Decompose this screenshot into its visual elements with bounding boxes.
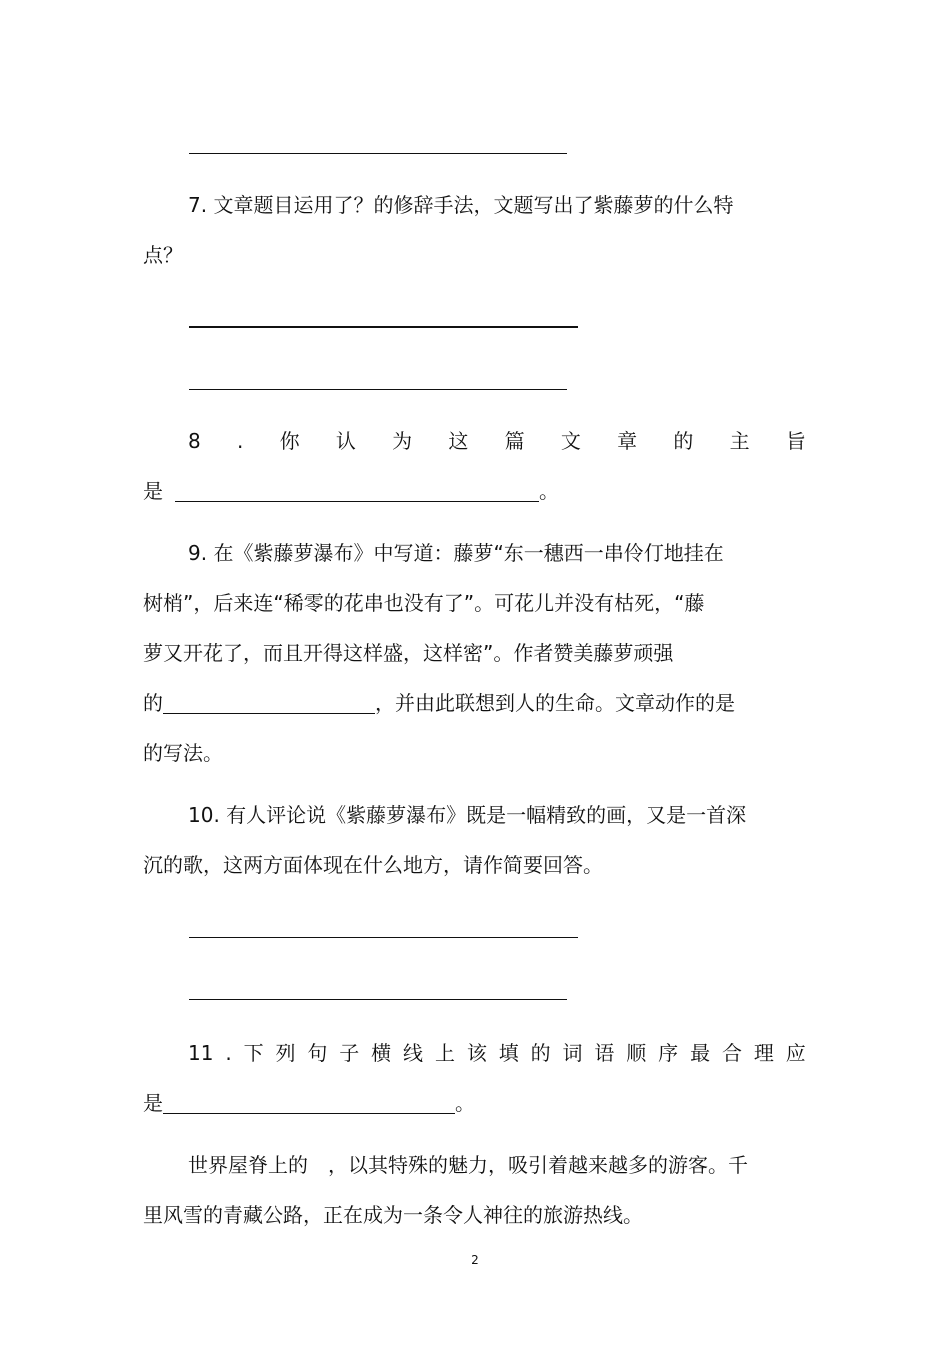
question-7-line-2: 点？ <box>143 243 183 267</box>
q11-char: 横 <box>371 1041 392 1065</box>
passage-line-2: 里风雪的青藏公路，正在成为一条令人神往的旅游热线。 <box>143 1203 643 1227</box>
q9-suffix: ，并由此联想到人的生命。文章动作的是 <box>375 691 735 715</box>
q11-char: 填 <box>498 1041 519 1065</box>
q8-char: 你 <box>279 429 300 453</box>
q8-char: 的 <box>673 429 694 453</box>
q11-char: 子 <box>339 1041 360 1065</box>
q8-prefix: 是 <box>143 479 163 503</box>
q8-char: 篇 <box>504 429 525 453</box>
q11-char: 序 <box>658 1041 679 1065</box>
answer-blank[interactable] <box>175 481 539 502</box>
q11-char: 语 <box>594 1041 615 1065</box>
q8-char: . <box>236 429 244 453</box>
question-9-line-5: 的写法。 <box>143 741 223 765</box>
question-9-line-4 <box>143 690 735 716</box>
question-10-line-2: 沉的歌，这两方面体现在什么地方，请作简要回答。 <box>143 853 603 877</box>
q11-char: 词 <box>562 1041 583 1065</box>
q8-char: 这 <box>448 429 469 453</box>
answer-line <box>189 937 578 938</box>
q11-char: 列 <box>275 1041 296 1065</box>
q8-suffix: 。 <box>539 479 559 503</box>
q9-prefix: 的 <box>143 691 163 715</box>
question-9-line-2: 树梢”，后来连“稀零的花串也没有了”。可花儿并没有枯死，“藤 <box>143 591 705 615</box>
question-7-line-1: 7. 文章题目运用了？的修辞手法，文题写出了紫藤萝的什么特 <box>188 193 734 217</box>
q8-char: 主 <box>729 429 750 453</box>
answer-line <box>189 389 567 390</box>
q11-suffix: 。 <box>455 1091 475 1115</box>
q8-char: 为 <box>392 429 413 453</box>
answer-blank[interactable] <box>163 1093 455 1114</box>
q8-char: 文 <box>560 429 581 453</box>
question-10-line-1: 10. 有人评论说《紫藤萝瀑布》既是一幅精致的画，又是一首深 <box>188 803 747 827</box>
q11-char: 合 <box>721 1041 742 1065</box>
q11-prefix: 是 <box>143 1091 163 1115</box>
q8-char: 认 <box>335 429 356 453</box>
q11-char: . <box>225 1041 232 1065</box>
q11-char: 顺 <box>626 1041 647 1065</box>
q11-char: 该 <box>466 1041 487 1065</box>
q11-char: 上 <box>434 1041 455 1065</box>
answer-line <box>189 326 578 328</box>
answer-blank[interactable] <box>163 693 375 714</box>
q11-char: 的 <box>530 1041 551 1065</box>
q11-char: 应 <box>785 1041 806 1065</box>
q11-char: 下 <box>243 1041 264 1065</box>
q8-char: 章 <box>617 429 638 453</box>
q11-char: 句 <box>307 1041 328 1065</box>
q11-char: 线 <box>403 1041 424 1065</box>
q11-char: 理 <box>753 1041 774 1065</box>
q8-char: 旨 <box>785 429 806 453</box>
question-8-line-2 <box>143 478 559 504</box>
question-9-line-1: 9. 在《紫藤萝瀑布》中写道：藤萝“东一穗西一串伶仃地挂在 <box>188 541 724 565</box>
q11-char: 11 <box>188 1041 214 1065</box>
q11-char: 最 <box>690 1041 711 1065</box>
question-11-line-2 <box>143 1090 475 1116</box>
passage-line-1: 世界屋脊上的 ，以其特殊的魅力，吸引着越来越多的游客。千 <box>188 1153 748 1177</box>
answer-line <box>189 999 567 1000</box>
question-8-line-1 <box>188 428 806 454</box>
page-number: 2 <box>471 1253 479 1267</box>
q8-char: 8 <box>188 429 201 453</box>
question-9-line-3: 萝又开花了，而且开得这样盛，这样密”。作者赞美藤萝顽强 <box>143 641 674 665</box>
question-11-line-1 <box>188 1040 806 1066</box>
answer-line <box>189 153 567 154</box>
